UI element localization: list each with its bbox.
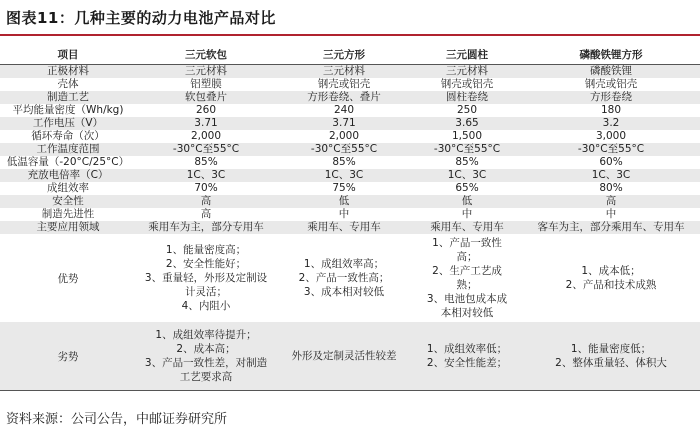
table-cell: 三元材料 [136, 65, 276, 79]
row-label: 循环寿命（次） [31, 130, 105, 142]
row-label: 工作温度范围 [0, 143, 136, 156]
table-cell: 铝塑膜 [190, 78, 222, 90]
table-row [0, 143, 700, 156]
list-line: 1、成组效率低； [426, 343, 508, 355]
table-cell: 3.2 [522, 117, 700, 130]
list-line: 2、安全性能好； [165, 258, 247, 270]
table-row [0, 221, 700, 234]
table-cell: -30°C至55°C [522, 143, 700, 156]
table-header-row [0, 44, 700, 65]
table-cell: 中 [461, 208, 473, 220]
table-cell: 磷酸铁锂 [522, 65, 700, 79]
advantage-cell [412, 234, 522, 322]
table-cell: 180 [600, 104, 622, 116]
table-cell: 3.71 [276, 117, 412, 130]
table-row [0, 130, 700, 143]
row-label: 制造先进性 [41, 208, 95, 220]
row-label: 安全性 [0, 195, 136, 208]
row-label: 壳体 [57, 78, 79, 90]
list-line: 3、成本相对较低 [303, 286, 385, 298]
table-cell: 240 [333, 104, 355, 116]
header-cell: 磷酸铁锂方形 [522, 44, 700, 65]
table-cell: -30°C至55°C [412, 143, 522, 156]
list-line: 1、成本低； [581, 265, 641, 277]
list-line: 本相对较低 [440, 307, 494, 319]
table-cell: 3.65 [412, 117, 522, 130]
list-line: 1、成组效率高； [303, 258, 385, 270]
disadvantage-cell [276, 322, 412, 391]
list-line: 1、产品一致性 [432, 237, 502, 249]
list-line: 熟； [456, 279, 478, 291]
advantage-cell [276, 234, 412, 322]
row-label: 工作电压（V） [0, 117, 136, 130]
list-line: 1、成组效率待提升； [155, 329, 257, 341]
table-cell: 钢壳或铝壳 [584, 78, 638, 90]
table-cell: 中 [605, 208, 617, 220]
table-cell: 低 [412, 195, 522, 208]
table-cell: 250 [456, 104, 478, 116]
table-row [0, 208, 700, 221]
row-label: 劣势 [0, 322, 136, 391]
table-cell: 1C、3C [412, 169, 522, 182]
disadvantage-cell [522, 322, 700, 391]
row-label: 正极材料 [0, 65, 136, 79]
table-cell: 高 [522, 195, 700, 208]
table-row [0, 78, 700, 91]
table-row [0, 195, 700, 208]
table-cell: 260 [195, 104, 217, 116]
table-cell: 钢壳或铝壳 [440, 78, 494, 90]
list-line: 计灵活； [185, 286, 227, 298]
disadvantage-cell [136, 322, 276, 391]
table-cell: 65% [455, 182, 479, 194]
list-line: 3、重量轻，外形及定制设 [144, 272, 268, 284]
table-cell: 3.71 [136, 117, 276, 130]
table-cell: 1C、3C [522, 169, 700, 182]
table-row [0, 169, 700, 182]
row-label: 平均能量密度（Wh/kg) [12, 104, 124, 116]
list-line: 3、电池包成本成 [426, 293, 508, 305]
table-cell: 2,000 [328, 130, 360, 142]
row-label: 充放电倍率（C） [0, 169, 136, 182]
table-cell: 高 [136, 195, 276, 208]
table-row [0, 104, 700, 117]
comparison-table [0, 44, 700, 391]
list-line: 2、产品和技术成熟 [565, 279, 657, 291]
list-line: 1、能量密度低； [570, 343, 652, 355]
table-cell: 方形卷绕、叠片 [276, 91, 412, 104]
list-line: 2、产品一致性高； [298, 272, 390, 284]
advantage-cell [136, 234, 276, 322]
list-line: 2、成本高； [176, 343, 236, 355]
table-row [0, 182, 700, 195]
disadvantages-row [0, 322, 700, 391]
list-line: 外形及定制灵活性较差 [291, 350, 397, 362]
table-cell: 圆柱卷绕 [412, 91, 522, 104]
list-line: 2、整体重量轻、体积大 [555, 357, 667, 369]
table-cell: 钢壳或铝壳 [317, 78, 371, 90]
table-row [0, 156, 700, 169]
table-cell: 方形卷绕 [522, 91, 700, 104]
table-cell: 客车为主，部分乘用车、专用车 [522, 221, 700, 234]
title-rule [0, 34, 700, 36]
table-cell: -30°C至55°C [136, 143, 276, 156]
row-label: 优势 [57, 272, 79, 285]
disadvantage-cell [412, 322, 522, 391]
table-cell: 中 [338, 208, 350, 220]
table-cell: 1C、3C [136, 169, 276, 182]
advantages-row [0, 234, 700, 322]
table-cell: 80% [599, 182, 623, 194]
table-cell: 高 [200, 208, 212, 220]
table-cell: 85% [332, 156, 356, 168]
table-cell: 软包叠片 [136, 91, 276, 104]
source-note: 资料来源：公司公告，中邮证券研究所 [6, 412, 228, 427]
table-cell: 85% [455, 156, 479, 168]
table-cell: -30°C至55°C [276, 143, 412, 156]
table-cell: 乘用车为主，部分专用车 [136, 221, 276, 234]
table-cell: 3,000 [595, 130, 627, 142]
list-line: 工艺要求高 [179, 371, 233, 383]
header-cell: 三元软包 [136, 44, 276, 65]
table-cell: 三元材料 [412, 65, 522, 79]
table-cell: 低 [276, 195, 412, 208]
table-cell: 乘用车、专用车 [412, 221, 522, 234]
table-cell: 1,500 [451, 130, 483, 142]
table-row [0, 91, 700, 104]
table-cell: 2,000 [190, 130, 222, 142]
table-cell: 75% [332, 182, 356, 194]
list-line: 高； [456, 251, 478, 263]
list-line: 4、内阻小 [181, 300, 231, 312]
advantage-cell [522, 234, 700, 322]
table-cell: 60% [599, 156, 623, 168]
row-label: 成组效率 [47, 182, 89, 194]
list-line: 2、生产工艺成 [432, 265, 502, 277]
header-cell: 三元方形 [276, 44, 412, 65]
table-cell: 85% [194, 156, 218, 168]
table-cell: 70% [194, 182, 218, 194]
table-row [0, 65, 700, 79]
figure-title: 图表11：几种主要的动力电池产品对比 [6, 9, 276, 27]
table-cell: 1C、3C [276, 169, 412, 182]
row-label: 制造工艺 [0, 91, 136, 104]
table-row [0, 117, 700, 130]
list-line: 2、安全性能差； [426, 357, 508, 369]
table-cell: 乘用车、专用车 [276, 221, 412, 234]
row-label: 主要应用领域 [0, 221, 136, 234]
row-label: 低温容量（-20°C/25°C） [6, 156, 130, 168]
table-cell: 三元材料 [276, 65, 412, 79]
header-cell: 项目 [0, 44, 136, 65]
list-line: 3、产品一致性差，对制造 [144, 357, 268, 369]
list-line: 1、能量密度高； [165, 244, 247, 256]
header-cell: 三元圆柱 [412, 44, 522, 65]
